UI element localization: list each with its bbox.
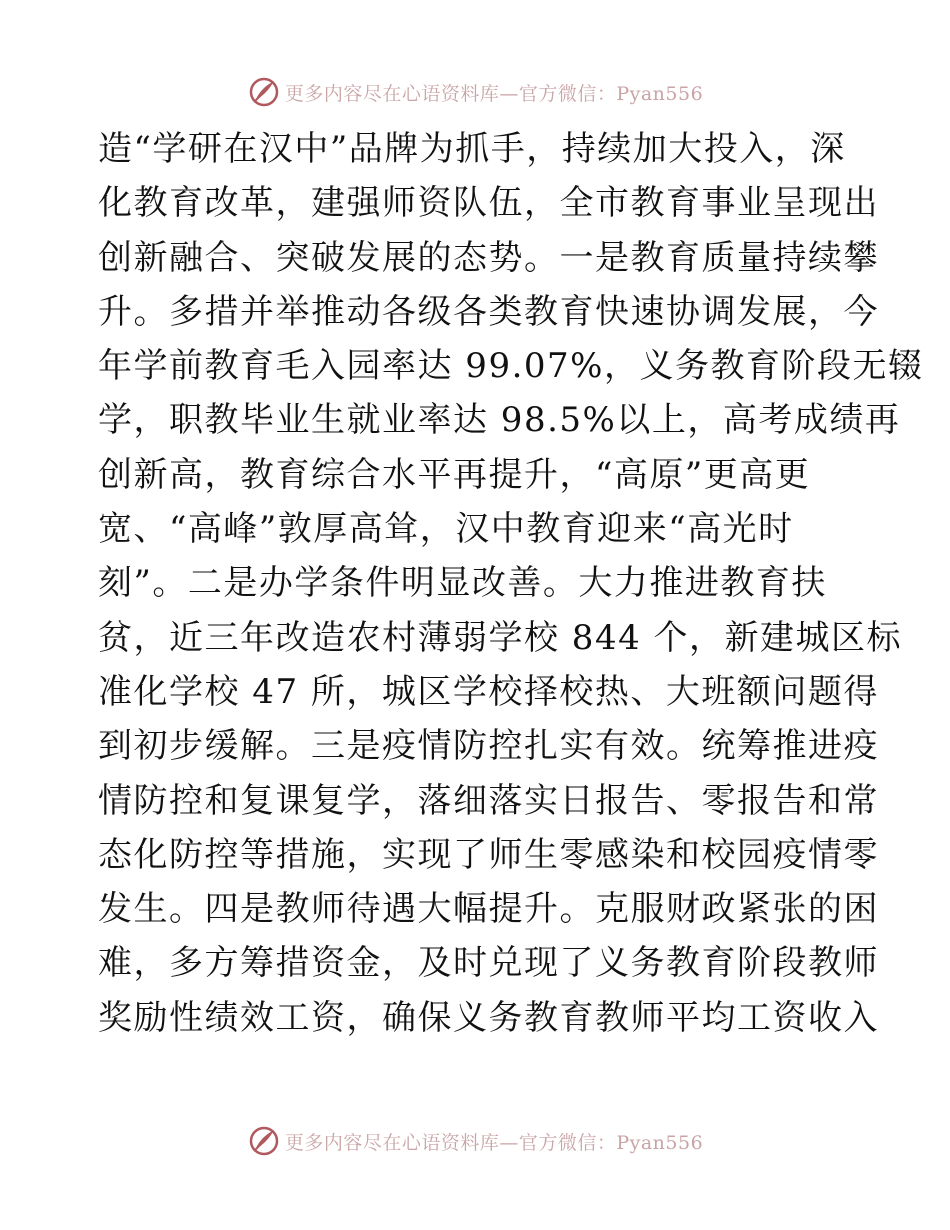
text-line: 奖励性绩效工资，确保义务教育教师平均工资收入 [98, 997, 879, 1038]
footer-banner-text: 更多内容尽在心语资料库—官方微信：Pyan556 [284, 1131, 704, 1154]
header-banner-text: 更多内容尽在心语资料库—官方微信：Pyan556 [284, 82, 704, 105]
text-line: 态化防控等措施，实现了师生零感染和校园疫情零 [98, 834, 879, 875]
header-banner [0, 72, 950, 112]
text-line: 刻”。二是办学条件明显改善。大力推进教育扶 [98, 563, 827, 604]
text-line: 到初步缓解。三是疫情防控扎实有效。统筹推进疫 [98, 726, 879, 767]
text-line: 造“学研在汉中”品牌为抓手，持续加大投入，深 [98, 129, 846, 169]
footer-banner [0, 1121, 950, 1161]
text-line: 发生。四是教师待遇大幅提升。克服财政紧张的困 [98, 889, 879, 930]
text-line: 年学前教育毛入园率达 99.07%，义务教育阶段无辍 [98, 346, 924, 387]
text-line: 化教育改革，建强师资队伍，全市教育事业呈现出 [98, 183, 879, 224]
text-line: 学，职教毕业生就业率达 98.5%以上，高考成绩再 [98, 400, 901, 441]
document-body [98, 122, 924, 1045]
feather-seal-icon [247, 1124, 281, 1158]
text-line: 升。多措并举推动各级各类教育快速协调发展，今 [98, 291, 879, 332]
text-line: 贫，近三年改造农村薄弱学校 844 个，新建城区标 [98, 617, 903, 658]
text-line: 难，多方筹措资金，及时兑现了义务教育阶段教师 [98, 943, 879, 984]
text-line: 准化学校 47 所，城区学校择校热、大班额问题得 [98, 671, 879, 712]
text-line: 宽、“高峰”敦厚高耸，汉中教育迎来“高光时 [98, 509, 794, 550]
text-line: 创新高，教育综合水平再提升，“高原”更高更 [98, 454, 811, 495]
text-line: 情防控和复课复学，落细落实日报告、零报告和常 [98, 780, 879, 821]
feather-seal-icon [247, 75, 281, 109]
text-line: 创新融合、突破发展的态势。一是教育质量持续攀 [98, 237, 879, 278]
